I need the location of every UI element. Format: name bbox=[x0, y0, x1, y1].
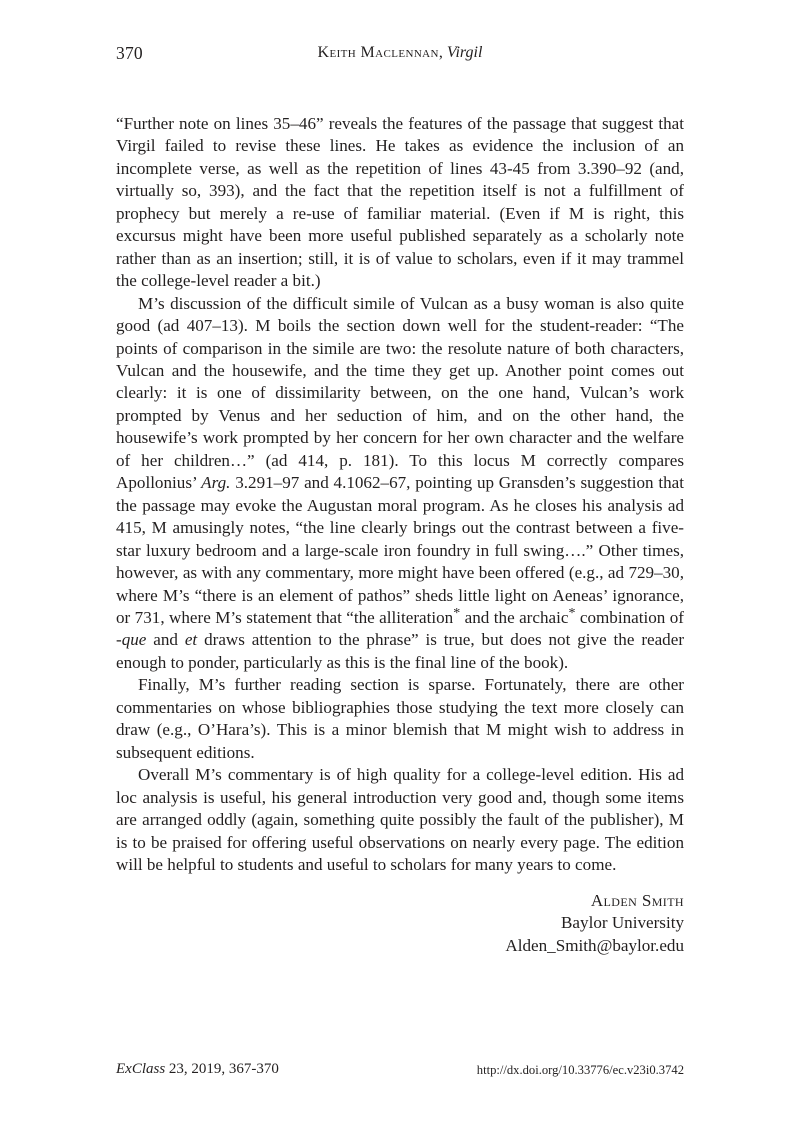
italic-run: et bbox=[184, 630, 198, 650]
body-text-block bbox=[116, 113, 684, 876]
running-head-separator: , bbox=[438, 44, 447, 61]
paragraph: Overall M’s commentary is of high quality for a college-level edition. His ad loc analysis is useful, his general introduction very good and, though some items are arranged oddly (again, something quite possibly the fault of the publisher), M is to be praised for offering useful observations on nearly every page. The edition will be helpful to students and useful to scholars for many years to come. bbox=[116, 765, 684, 874]
asterisk-marker: * bbox=[568, 606, 576, 622]
paragraph: “Further note on lines 35–46” reveals the features of the passage that suggest that Virgil failed to revise these lines. He takes as evidence the inclusion of an incomplete verse, as well as the repetition of lines 43-45 from 3.390–92 (and, virtually so, 393), and the fact that the repetition itself is not a fulfillment of prophecy but merely a re-use of familiar material. (Even if M is right, this excursus might have been more useful published separately as a scholarly note rather than as an insertion; still, it is of value to scholars, even if it may trammel the college-level reader a bit.) bbox=[116, 114, 684, 291]
footer-citation bbox=[116, 1061, 279, 1078]
running-head-author: Keith Maclennan bbox=[317, 44, 439, 61]
running-head-title bbox=[116, 44, 684, 62]
signature-block bbox=[116, 890, 684, 957]
signature-email: Alden_Smith@baylor.edu bbox=[505, 935, 684, 955]
signature-affiliation: Baylor University bbox=[561, 913, 684, 933]
page-folio-number: 370 bbox=[116, 43, 143, 63]
footer-doi-link[interactable]: http://dx.doi.org/10.33776/ec.v23i0.3742 bbox=[476, 1063, 684, 1077]
running-head bbox=[116, 43, 684, 69]
signature-author-name: Alden Smith bbox=[590, 891, 684, 910]
running-head-work-title: Virgil bbox=[446, 44, 483, 61]
paragraph: M’s discussion of the difficult simile of Vulcan as a busy woman is also quite good (ad 407–13). M boils the section down well for the student-reader: “The points of comparison in the simile are two: the resolute nature of both characters, Vulcan and the housewife, and the time they get up. Another point comes out clearly: it is one of dissimilarity between, on the one hand, Vulcan’s work prompted by Venus and her seduction of him, and on the other hand, the housewife’s work prompted by her concern for her own character and the welfare of her children…” (ad 414, p. 181). To this locus M correctly compares Apollonius’ Arg. 3.291–97 and 4.1062–67, pointing up Gransden’s suggestion that the passage may evoke the Augustan moral program. As he closes his analysis ad 415, M amusingly notes, “the line clearly brings out the contrast between a five-star luxury bedroom and a large-scale iron foundry in full swing….” Other times, however, as with any commentary, more might have been offered (e.g., ad 729–30, where M’s “there is an element of pathos” sheds little light on Aeneas’ ignorance, or 731, where M’s statement that “the alliteration* and the archaic* combination of -que and et draws attention to the phrase” is true, but does not give the reader enough to ponder, particularly as this is the final line of the book). bbox=[116, 293, 685, 672]
italic-run: -que bbox=[116, 630, 147, 650]
paragraph: Finally, M’s further reading section is sparse. Fortunately, there are other commentaries on whose bibliographies those studying the text more closely can draw (e.g., O’Hara’s). This is a minor blemish that M might wish to address in subsequent editions. bbox=[116, 675, 684, 762]
page-footer bbox=[116, 1061, 684, 1083]
footer-journal-name: ExClass bbox=[116, 1061, 166, 1077]
footer-citation-detail: 23, 2019, 367-370 bbox=[165, 1061, 279, 1077]
italic-run: Arg. bbox=[201, 473, 231, 493]
asterisk-marker: * bbox=[453, 606, 461, 622]
